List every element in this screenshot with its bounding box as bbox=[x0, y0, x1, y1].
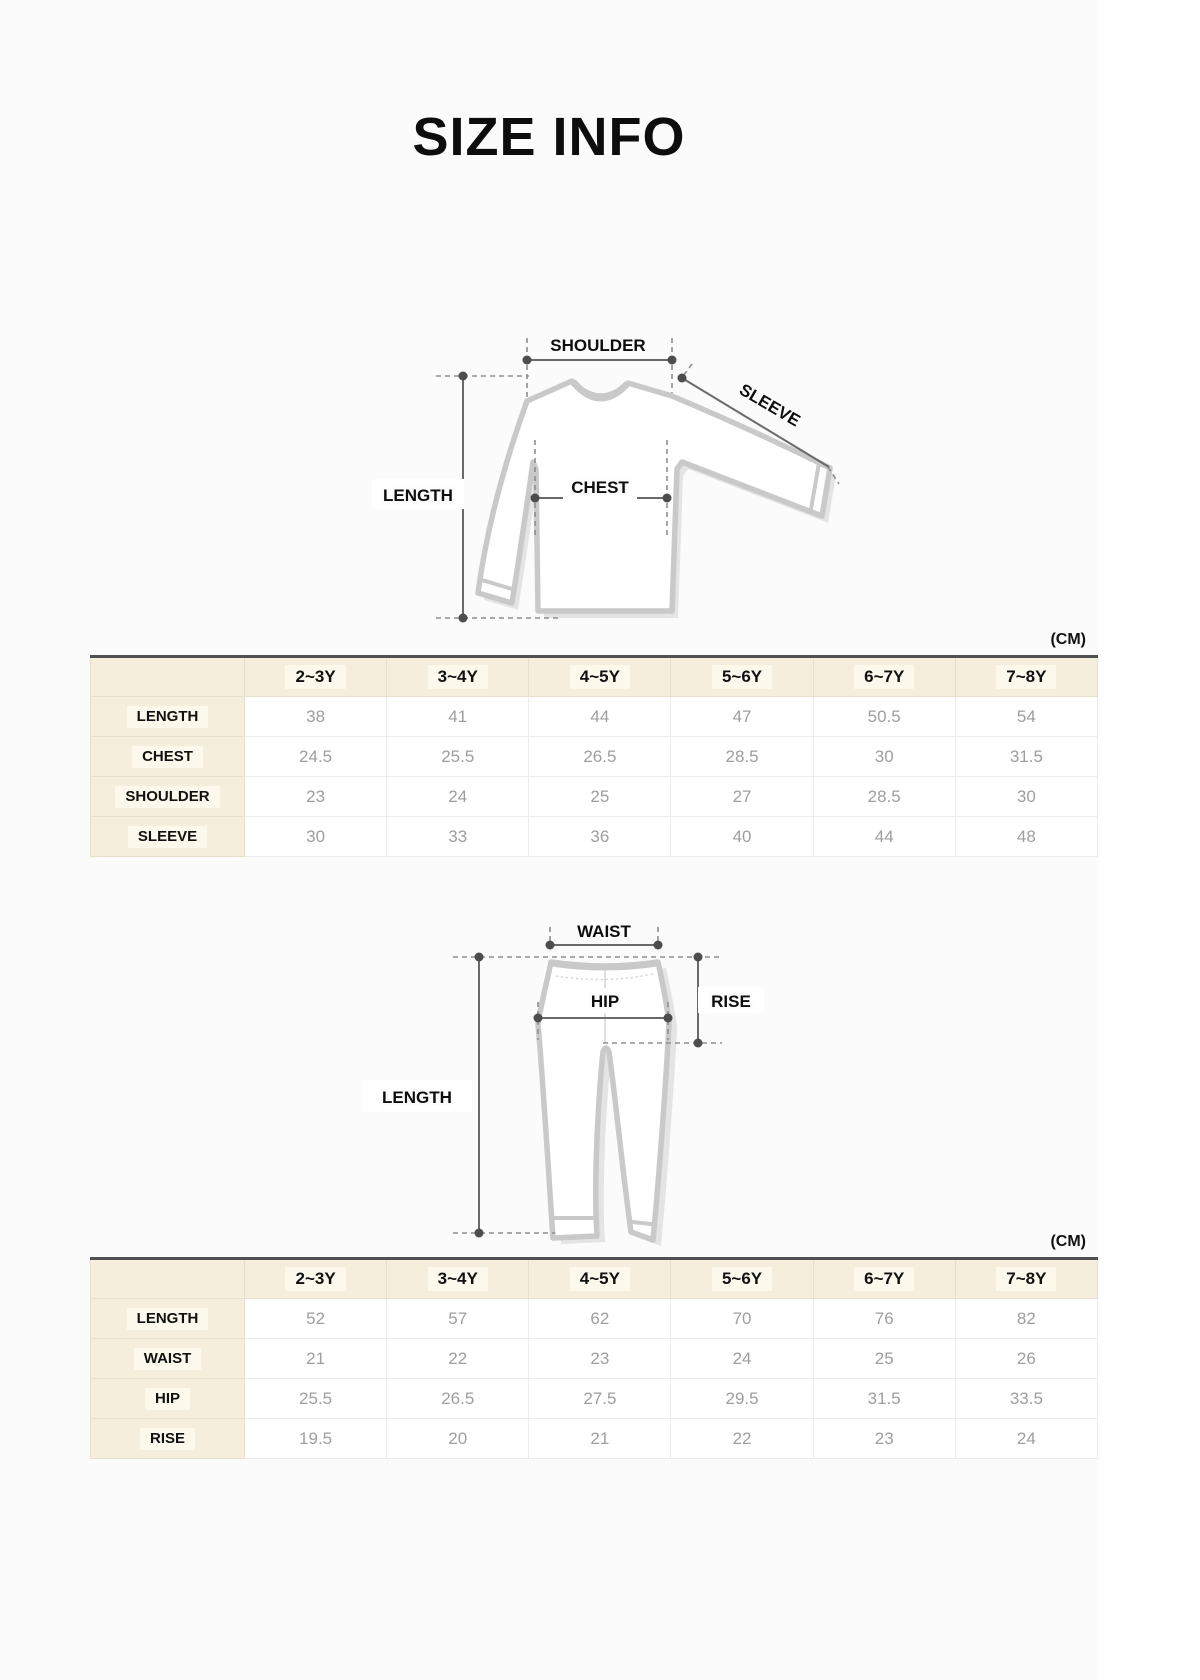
size-value: 40 bbox=[671, 817, 813, 857]
unit-label-bottom: (CM) bbox=[1050, 1233, 1086, 1250]
size-value: 22 bbox=[671, 1419, 813, 1459]
size-value: 33.5 bbox=[955, 1379, 1097, 1419]
size-value: 25.5 bbox=[387, 737, 529, 777]
size-value: 48 bbox=[955, 817, 1097, 857]
size-value: 25.5 bbox=[245, 1379, 387, 1419]
waist-measurement bbox=[546, 922, 663, 950]
row-label: HIP bbox=[91, 1379, 245, 1419]
size-value: 20 bbox=[387, 1419, 529, 1459]
column-header: 4~5Y bbox=[529, 657, 671, 697]
size-value: 26.5 bbox=[529, 737, 671, 777]
size-table-top bbox=[90, 655, 1098, 857]
size-value: 57 bbox=[387, 1299, 529, 1339]
size-value: 26.5 bbox=[387, 1379, 529, 1419]
column-header: 7~8Y bbox=[955, 657, 1097, 697]
size-value: 22 bbox=[387, 1339, 529, 1379]
unit-label-top: (CM) bbox=[1050, 631, 1086, 648]
column-header: 5~6Y bbox=[671, 1259, 813, 1299]
size-value: 24 bbox=[387, 777, 529, 817]
shirt-diagram bbox=[330, 288, 850, 633]
sleeve-label: SLEEVE bbox=[736, 380, 804, 431]
size-value: 47 bbox=[671, 697, 813, 737]
size-value: 21 bbox=[529, 1419, 671, 1459]
size-value: 26 bbox=[955, 1339, 1097, 1379]
row-label: RISE bbox=[91, 1419, 245, 1459]
column-header: 6~7Y bbox=[813, 1259, 955, 1299]
waist-label: WAIST bbox=[577, 922, 631, 941]
row-label: SLEEVE bbox=[91, 817, 245, 857]
table-row bbox=[91, 1379, 1098, 1419]
column-header: 7~8Y bbox=[955, 1259, 1097, 1299]
size-value: 24 bbox=[671, 1339, 813, 1379]
size-value: 25 bbox=[529, 777, 671, 817]
pants-length-label: LENGTH bbox=[382, 1088, 452, 1107]
size-value: 62 bbox=[529, 1299, 671, 1339]
size-value: 54 bbox=[955, 697, 1097, 737]
rise-label: RISE bbox=[711, 992, 751, 1011]
size-value: 27 bbox=[671, 777, 813, 817]
pants-figure-section bbox=[0, 857, 1098, 1257]
pants-waistband bbox=[552, 963, 657, 967]
size-value: 19.5 bbox=[245, 1419, 387, 1459]
size-value: 38 bbox=[245, 697, 387, 737]
size-value: 82 bbox=[955, 1299, 1097, 1339]
row-label: WAIST bbox=[91, 1339, 245, 1379]
chest-label: CHEST bbox=[571, 478, 629, 497]
hip-label: HIP bbox=[590, 992, 620, 1011]
table-row bbox=[91, 1419, 1098, 1459]
size-value: 24 bbox=[955, 1419, 1097, 1459]
table-row bbox=[91, 777, 1098, 817]
size-value: 50.5 bbox=[813, 697, 955, 737]
size-value: 28.5 bbox=[813, 777, 955, 817]
size-value: 30 bbox=[245, 817, 387, 857]
column-header: 3~4Y bbox=[387, 657, 529, 697]
column-header: 3~4Y bbox=[387, 1259, 529, 1299]
size-value: 52 bbox=[245, 1299, 387, 1339]
corner-cell bbox=[91, 1259, 245, 1299]
size-value: 28.5 bbox=[671, 737, 813, 777]
size-value: 24.5 bbox=[245, 737, 387, 777]
shoulder-label: SHOULDER bbox=[550, 336, 646, 355]
table-row bbox=[91, 697, 1098, 737]
table-header-row bbox=[91, 657, 1098, 697]
size-value: 29.5 bbox=[671, 1379, 813, 1419]
row-label: SHOULDER bbox=[91, 777, 245, 817]
row-label: CHEST bbox=[91, 737, 245, 777]
size-value: 30 bbox=[813, 737, 955, 777]
column-header: 6~7Y bbox=[813, 657, 955, 697]
size-value: 44 bbox=[813, 817, 955, 857]
pants-diagram bbox=[360, 910, 790, 1268]
size-value: 31.5 bbox=[955, 737, 1097, 777]
size-value: 21 bbox=[245, 1339, 387, 1379]
column-header: 2~3Y bbox=[245, 1259, 387, 1299]
size-value: 33 bbox=[387, 817, 529, 857]
size-value: 30 bbox=[955, 777, 1097, 817]
size-value: 31.5 bbox=[813, 1379, 955, 1419]
size-value: 27.5 bbox=[529, 1379, 671, 1419]
size-value: 23 bbox=[245, 777, 387, 817]
row-label: LENGTH bbox=[91, 1299, 245, 1339]
column-header: 5~6Y bbox=[671, 657, 813, 697]
column-header: 4~5Y bbox=[529, 1259, 671, 1299]
table-row bbox=[91, 817, 1098, 857]
corner-cell bbox=[91, 657, 245, 697]
size-value: 23 bbox=[813, 1419, 955, 1459]
size-value: 23 bbox=[529, 1339, 671, 1379]
size-value: 25 bbox=[813, 1339, 955, 1379]
table-row bbox=[91, 737, 1098, 777]
column-header: 2~3Y bbox=[245, 657, 387, 697]
size-value: 36 bbox=[529, 817, 671, 857]
table-row bbox=[91, 1299, 1098, 1339]
size-value: 41 bbox=[387, 697, 529, 737]
shirt-figure-section bbox=[0, 168, 1098, 655]
table-row bbox=[91, 1339, 1098, 1379]
row-label: LENGTH bbox=[91, 697, 245, 737]
size-value: 44 bbox=[529, 697, 671, 737]
size-value: 70 bbox=[671, 1299, 813, 1339]
pants-right-cuff-seam bbox=[633, 1222, 651, 1224]
size-value: 76 bbox=[813, 1299, 955, 1339]
size-table-bottom bbox=[90, 1257, 1098, 1459]
shirt-length-label: LENGTH bbox=[383, 486, 453, 505]
page-title: SIZE INFO bbox=[412, 107, 686, 167]
